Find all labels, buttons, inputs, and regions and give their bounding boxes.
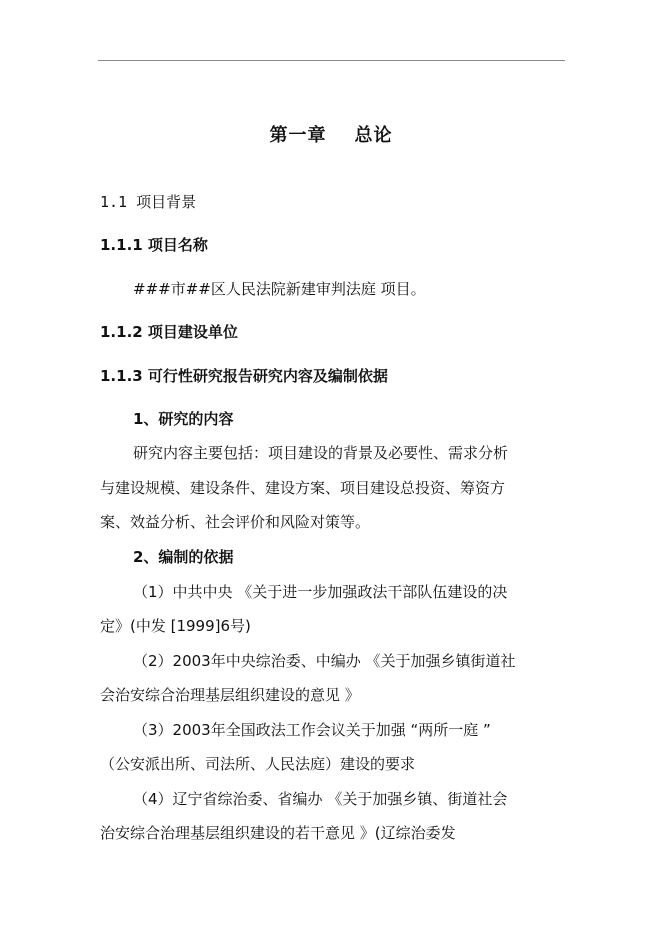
research-line: 研究内容主要包括：项目建设的背景及必要性、需求分析	[133, 444, 509, 462]
research-heading: 1、研究的内容	[133, 410, 234, 428]
basis-item-line: （公安派出所、司法所、人民法庭）建设的要求	[100, 755, 416, 773]
basis-item-line: 治安综合治理基层组织建设的若干意见 》(辽综治委发	[100, 824, 456, 842]
basis-item-line: （3）2003年全国政法工作会议关于加强 “两所一庭 ”	[133, 721, 491, 739]
research-line: 案、效益分析、社会评价和风险对策等。	[100, 513, 371, 531]
chapter-number: 第一章	[269, 125, 327, 146]
basis-item-line: （4）辽宁省综治委、省编办 《关于加强乡镇、街道社会	[133, 790, 508, 808]
chapter-name: 总论	[354, 125, 393, 146]
project-name-text: ###市##区人民法院新建审判法庭 项目。	[133, 280, 426, 298]
chapter-title	[0, 121, 662, 147]
header-rule	[98, 60, 565, 61]
basis-heading: 2、编制的依据	[133, 548, 234, 566]
basis-item-line: 定》(中发 [1999]6号)	[100, 617, 251, 635]
research-line: 与建设规模、建设条件、建设方案、项目建设总投资、筹资方	[100, 479, 506, 497]
section-1-1-1-heading: 1.1.1 项目名称	[100, 236, 208, 254]
basis-item-line: （2）2003年中央综治委、中编办 《关于加强乡镇街道社	[133, 652, 516, 670]
section-1-1-3-heading: 1.1.3 可行性研究报告研究内容及编制依据	[100, 367, 388, 385]
section-1-1-2-heading: 1.1.2 项目建设单位	[100, 323, 238, 341]
basis-item-line: （1）中共中央 《关于进一步加强政法干部队伍建设的决	[133, 583, 508, 601]
section-1-1-heading: 1.1 项目背景	[100, 193, 197, 211]
basis-item-line: 会治安综合治理基层组织建设的意见 》	[100, 686, 360, 704]
